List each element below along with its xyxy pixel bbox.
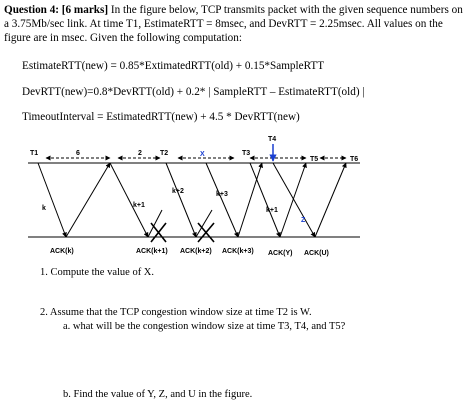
- label-t3: T3: [242, 150, 251, 157]
- ack-k-arrow: [66, 163, 110, 237]
- ack-k3-arrow: [238, 163, 262, 237]
- packet-k-arrow: [38, 163, 66, 237]
- formula-dev-rtt: DevRTT(new)=0.8*DevRTT(old) + 0.2* | SampleRTT – EstimateRTT(old) |: [22, 86, 365, 98]
- label-2: 2: [138, 150, 142, 157]
- ack-label-k1: ACK(k+1): [136, 248, 168, 255]
- question-heading: Question 4: [6 marks]: [4, 4, 109, 16]
- packet-label-k3: k+3: [216, 191, 228, 198]
- packet-label-k2: k+2: [172, 188, 184, 195]
- ack-k1-lost-arrow: [148, 210, 162, 237]
- question-2b: b. Find the value of Y, Z, and U in the figure.: [63, 389, 253, 400]
- label-t5: T5: [310, 156, 319, 163]
- label-t2: T2: [160, 150, 169, 157]
- label-t4: T4: [268, 136, 277, 143]
- question-2a: a. what will be the congestion window size at time T3, T4, and T5?: [63, 321, 346, 332]
- label-6: 6: [76, 150, 80, 157]
- packet-z-arrow: [273, 163, 315, 237]
- ack-label-y: ACK(Y): [268, 250, 293, 257]
- question-2: 2. Assume that the TCP congestion window size at time T2 is W.: [40, 307, 312, 318]
- packet-k1-retx-arrow: [250, 163, 280, 237]
- lost-ack-k1-cross: [151, 223, 166, 242]
- question-1: 1. Compute the value of X.: [40, 267, 155, 278]
- packet-k1-arrow: [110, 163, 148, 237]
- lost-ack-k2-cross: [198, 223, 214, 242]
- question-text: In the figure below, TCP transmits packet with the given sequence numbers on a 3.75Mb/sec link. At time T1, EstimateRTT = 8msec, and DevRTT = 2.25msec. All values on the figure are in msec. Given the following computation:: [4, 4, 463, 44]
- formula-timeout-interval: TimeoutInterval = EstimatedRTT(new) + 4.5 * DevRTT(new): [22, 111, 300, 123]
- ack-y-arrow: [280, 163, 306, 237]
- packet-label-k1-retx: k+1: [266, 207, 278, 214]
- packet-k2-arrow: [166, 163, 196, 237]
- ack-label-k3: ACK(k+3): [222, 248, 254, 255]
- label-t6: T6: [350, 156, 359, 163]
- packet-label-z: Z: [301, 217, 306, 224]
- label-x: X: [200, 151, 205, 158]
- label-t1: T1: [30, 150, 39, 157]
- ack-label-u: ACK(U): [304, 250, 329, 257]
- formula-estimate-rtt: EstimateRTT(new) = 0.85*ExtimatedRTT(old) + 0.15*SampleRTT: [22, 60, 325, 72]
- ack-u-arrow: [315, 163, 346, 237]
- ack-label-k2: ACK(k+2): [180, 248, 212, 255]
- tcp-timeline-diagram: [0, 130, 474, 262]
- packet-label-k: k: [42, 205, 46, 212]
- question-intro: [4, 3, 468, 45]
- ack-label-k: ACK(k): [50, 248, 74, 255]
- packet-label-k1: k+1: [133, 202, 145, 209]
